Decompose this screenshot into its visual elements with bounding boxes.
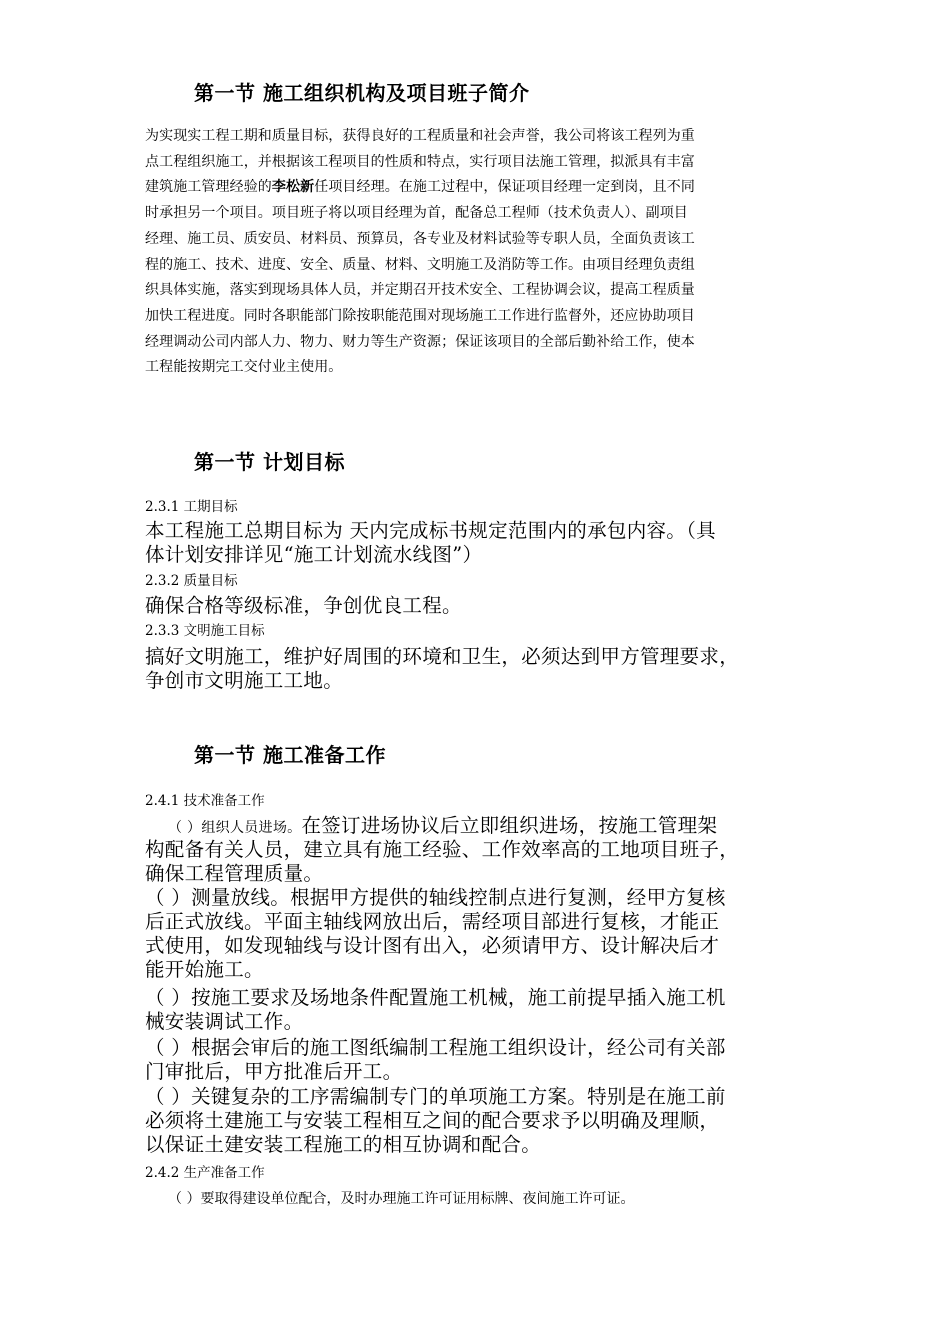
prod-prep-item-1: （ ）要取得建设单位配合，及时办理施工许可证用标牌、夜间施工许可证。 <box>168 1191 635 1207</box>
tech-prep-item-4: （ ）根据会审后的施工图纸编制工程施工组织设计，经公司有关部 <box>145 1036 726 1059</box>
subsection-label-schedule: 2.3.1 工期目标 <box>145 499 238 515</box>
tech-prep-item-2: （ ）测量放线。根据甲方提供的轴线控制点进行复测，经甲方复核 <box>145 886 726 909</box>
tech-prep-item-3: （ ）按施工要求及场地条件配置施工机械，施工前提早插入施工机 <box>145 986 726 1009</box>
paragraph-line: 时承担另一个项目。项目班子将以项目经理为首，配备总工程师（技术负责人）、副项目 <box>145 205 688 222</box>
subsection-label-quality: 2.3.2 质量目标 <box>145 573 238 589</box>
paragraph-line: 经理调动公司内部人力、物力、财力等生产资源；保证该项目的全部后勤补给工作，使本 <box>145 333 695 350</box>
civilized-goal-line: 搞好文明施工，维护好周围的环境和卫生，必须达到甲方管理要求， <box>145 645 740 668</box>
paragraph-line: 程的施工、技术、进度、安全、质量、材料、文明施工及消防等工作。由项目经理负责组 <box>145 256 695 273</box>
paragraph-line <box>145 175 809 201</box>
schedule-goal-line: 本工程施工总期目标为 天内完成标书规定范围内的承包内容。（具 <box>145 519 716 542</box>
subsection-label-civilized: 2.3.3 文明施工目标 <box>145 623 265 639</box>
tech-prep-line: 械安装调试工作。 <box>145 1010 304 1033</box>
tech-prep-item-1 <box>145 814 717 840</box>
section-heading-organization: 第一节 施工组织机构及项目班子简介 <box>194 81 530 105</box>
tech-prep-line: 门审批后，甲方批准后开工。 <box>145 1060 403 1083</box>
section-heading-preparation: 第一节 施工准备工作 <box>194 743 386 767</box>
paragraph-text: 建筑施工管理经验的 <box>145 179 272 196</box>
quality-goal-line: 确保合格等级标准，争创优良工程。 <box>145 594 462 617</box>
civilized-goal-line: 争创市文明施工工地。 <box>145 669 344 692</box>
item-prefix: （ ）组织人员进场。 <box>168 820 302 836</box>
paragraph-line: 点工程组织施工，并根据该工程项目的性质和特点，实行项目法施工管理，拟派具有丰富 <box>145 153 695 170</box>
paragraph-line: 经理、施工员、质安员、材料员、预算员，各专业及材料试验等专职人员，全面负责该工 <box>145 230 695 247</box>
tech-prep-item-5: （ ）关键复杂的工序需编制专门的单项施工方案。特别是在施工前 <box>145 1085 726 1108</box>
paragraph-line: 工程能按期完工交付业主使用。 <box>145 359 343 376</box>
tech-prep-line: 以保证土建安装工程施工的相互协调和配合。 <box>145 1133 542 1156</box>
organization-paragraph <box>145 124 809 381</box>
section-heading-goals: 第一节 计划目标 <box>194 450 345 474</box>
project-manager-name: 李松新 <box>271 179 315 196</box>
paragraph-line: 织具体实施，落实到现场具体人员，并定期召开技术安全、工程协调会议，提高工程质量 <box>145 282 695 299</box>
tech-prep-line: 后正式放线。平面主轴线网放出后，需经项目部进行复核，才能正 <box>145 910 720 933</box>
subsection-label-tech-prep: 2.4.1 技术准备工作 <box>145 793 265 809</box>
paragraph-line: 为实现实工程工期和质量目标，获得良好的工程质量和社会声誉，我公司将该工程列为重 <box>145 128 695 144</box>
tech-prep-line: 必须将土建施工与安装工程相互之间的配合要求予以明确及理顺， <box>145 1109 720 1132</box>
tech-prep-line: 确保工程管理质量。 <box>145 862 324 885</box>
subsection-label-prod-prep: 2.4.2 生产准备工作 <box>145 1165 265 1181</box>
schedule-goal-line: 体计划安排详见“施工计划流水线图”） <box>145 543 483 566</box>
tech-prep-line: 构配备有关人员，建立具有施工经验、工作效率高的工地项目班子， <box>145 838 740 861</box>
paragraph-text: 任项目经理。在施工过程中，保证项目经理一定到岗，且不同 <box>314 179 695 196</box>
tech-prep-line: 式使用，如发现轴线与设计图有出入，必须请甲方、设计解决后才 <box>145 934 720 957</box>
paragraph-line: 加快工程进度。同时各职能部门除按职能范围对现场施工工作进行监督外，还应协助项目 <box>145 307 695 324</box>
tech-prep-line: 能开始施工。 <box>145 958 264 981</box>
item-text: 在签订进场协议后立即组织进场，按施工管理架 <box>301 814 718 837</box>
